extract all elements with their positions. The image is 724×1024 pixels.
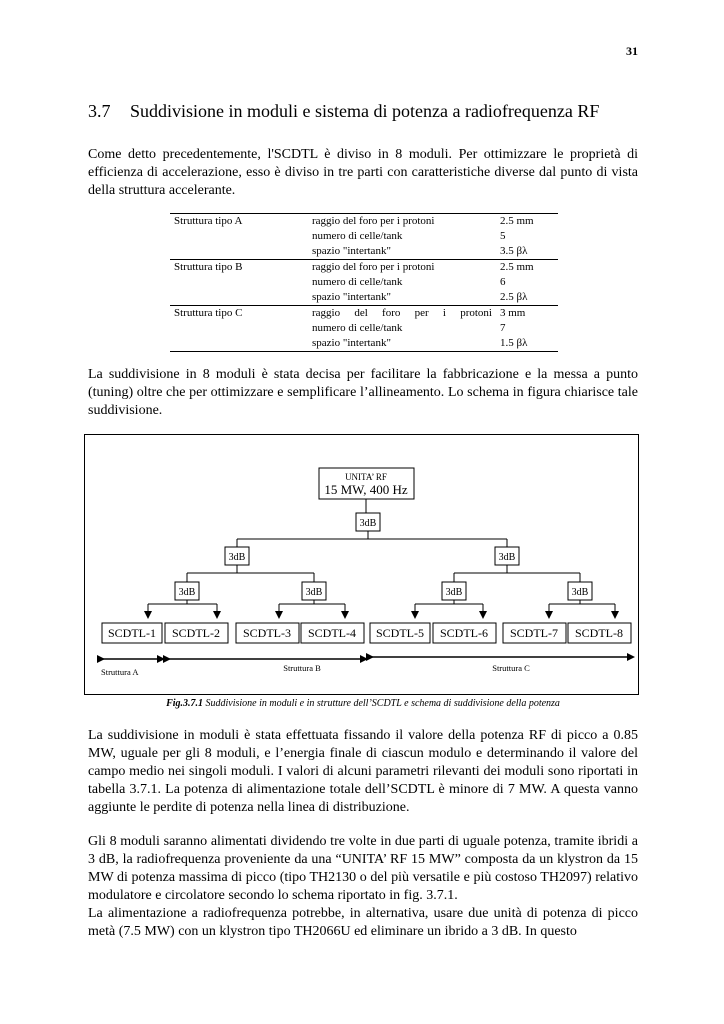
section-heading [88, 101, 599, 122]
param-value: 2.5 mm [500, 215, 534, 227]
param-value: 3.5 βλ [500, 245, 528, 257]
paragraph-alternative: La alimentazione a radiofrequenza potrebbe, in alternativa, usare due unità di potenza di picco metà (7.5 MW) con un klystron tipo TH2066U ed eliminare un ibrido a 3 dB. In questo [88, 906, 638, 939]
module-label: SCDTL-8 [575, 626, 623, 640]
caption-text: Suddivisione in moduli e in strutture dell’SCDTL e schema di suddivisione della potenza [205, 698, 560, 709]
rf-unit-label: UNITA’ RF [345, 472, 387, 482]
param-value: 2.5 βλ [500, 291, 528, 303]
paragraph-power: La suddivisione in moduli è stata effettuata fissando il valore della potenza RF di picco a 0.85 MW, uguale per gli 8 moduli, e l’energia finale di ciascun modulo e determinando il valore del campo medio nei singoli moduli. I valori di alcuni parametri rilevanti dei moduli sono riportati in tabella 3.7.1. La potenza di alimentazione totale dell’SCDTL è minore di 7 MW. A questa vanno aggiunte le perdite di potenza nella linea di distribuzione. [88, 728, 638, 815]
page-number: 31 [626, 44, 638, 58]
table-row [170, 306, 558, 352]
paragraph-division: La suddivisione in 8 moduli è stata decisa per facilitare la fabbricazione e la messa a punto (tuning) oltre che per ottimizzare e semplificare l’allineamento. Lo schema in figura chiarisce tale suddivisione. [88, 367, 638, 418]
power-distribution-figure [84, 434, 639, 695]
structure-params [308, 306, 496, 352]
structure-name: Struttura tipo C [170, 306, 308, 352]
module-label: SCDTL-5 [376, 626, 424, 640]
structure-b-label: Struttura B [283, 663, 321, 673]
module-label: SCDTL-2 [172, 626, 220, 640]
param-label: spazio "intertank" [312, 245, 391, 257]
structure-a-label: Struttura A [101, 667, 139, 677]
module-label: SCDTL-1 [108, 626, 156, 640]
section-number: 3.7 [88, 101, 111, 121]
structure-params [308, 260, 496, 306]
param-label: numero di celle/tank [312, 322, 403, 334]
param-value: 2.5 mm [500, 261, 534, 273]
table-row [170, 260, 558, 306]
paragraph-intro: Come detto precedentemente, l'SCDTL è diviso in 8 moduli. Per ottimizzare le proprietà di efficienza di accelerazione, esso è diviso in tre parti con caratteristiche diverse dal punto di vista della struttura accelerante. [88, 147, 638, 198]
hybrid-label: 3dB [571, 587, 589, 598]
param-label: numero di celle/tank [312, 276, 403, 288]
structure-values [496, 214, 558, 260]
structure-params [308, 214, 496, 260]
power-distribution-diagram [85, 435, 638, 694]
hybrid-label: 3dB [305, 587, 323, 598]
figure-caption [88, 698, 638, 709]
module-label: SCDTL-6 [440, 626, 488, 640]
hybrid-label: 3dB [359, 518, 377, 529]
paragraph-feeding: Gli 8 moduli saranno alimentati dividendo tre volte in due parti di uguale potenza, tramite ibridi a 3 dB, la radiofrequenza proveniente da una “UNITA’ RF 15 MW” composta da un klystron da 15 MW di potenza massima di picco (tipo TH2130 o del più versatile e più costoso TH2097) relativo modulatore e circolatore secondo lo schema riportato in fig. 3.7.1. [88, 834, 638, 903]
hybrid-label: 3dB [445, 587, 463, 598]
module-label: SCDTL-7 [510, 626, 558, 640]
structure-c-label: Struttura C [492, 663, 530, 673]
module-label: SCDTL-3 [243, 626, 291, 640]
param-value: 7 [500, 322, 506, 334]
param-label: raggio del foro per i protoni [312, 307, 492, 319]
param-value: 6 [500, 276, 506, 288]
param-label: numero di celle/tank [312, 230, 403, 242]
table-row [170, 214, 558, 260]
caption-label: Fig.3.7.1 [166, 698, 204, 709]
param-value: 3 mm [500, 307, 526, 319]
param-label: raggio del foro per i protoni [312, 261, 435, 273]
structure-name: Struttura tipo A [170, 214, 308, 260]
structures-table [170, 213, 558, 352]
param-value: 1.5 βλ [500, 337, 528, 349]
param-label: raggio del foro per i protoni [312, 215, 435, 227]
param-label: spazio "intertank" [312, 337, 391, 349]
structure-values [496, 306, 558, 352]
rf-unit-power: 15 MW, 400 Hz [324, 482, 408, 497]
module-label: SCDTL-4 [308, 626, 356, 640]
section-title: Suddivisione in moduli e sistema di potenza a radiofrequenza RF [130, 101, 600, 121]
hybrid-label: 3dB [178, 587, 196, 598]
structure-values [496, 260, 558, 306]
param-label: spazio "intertank" [312, 291, 391, 303]
hybrid-label: 3dB [228, 552, 246, 563]
structure-name: Struttura tipo B [170, 260, 308, 306]
hybrid-label: 3dB [498, 552, 516, 563]
param-value: 5 [500, 230, 506, 242]
